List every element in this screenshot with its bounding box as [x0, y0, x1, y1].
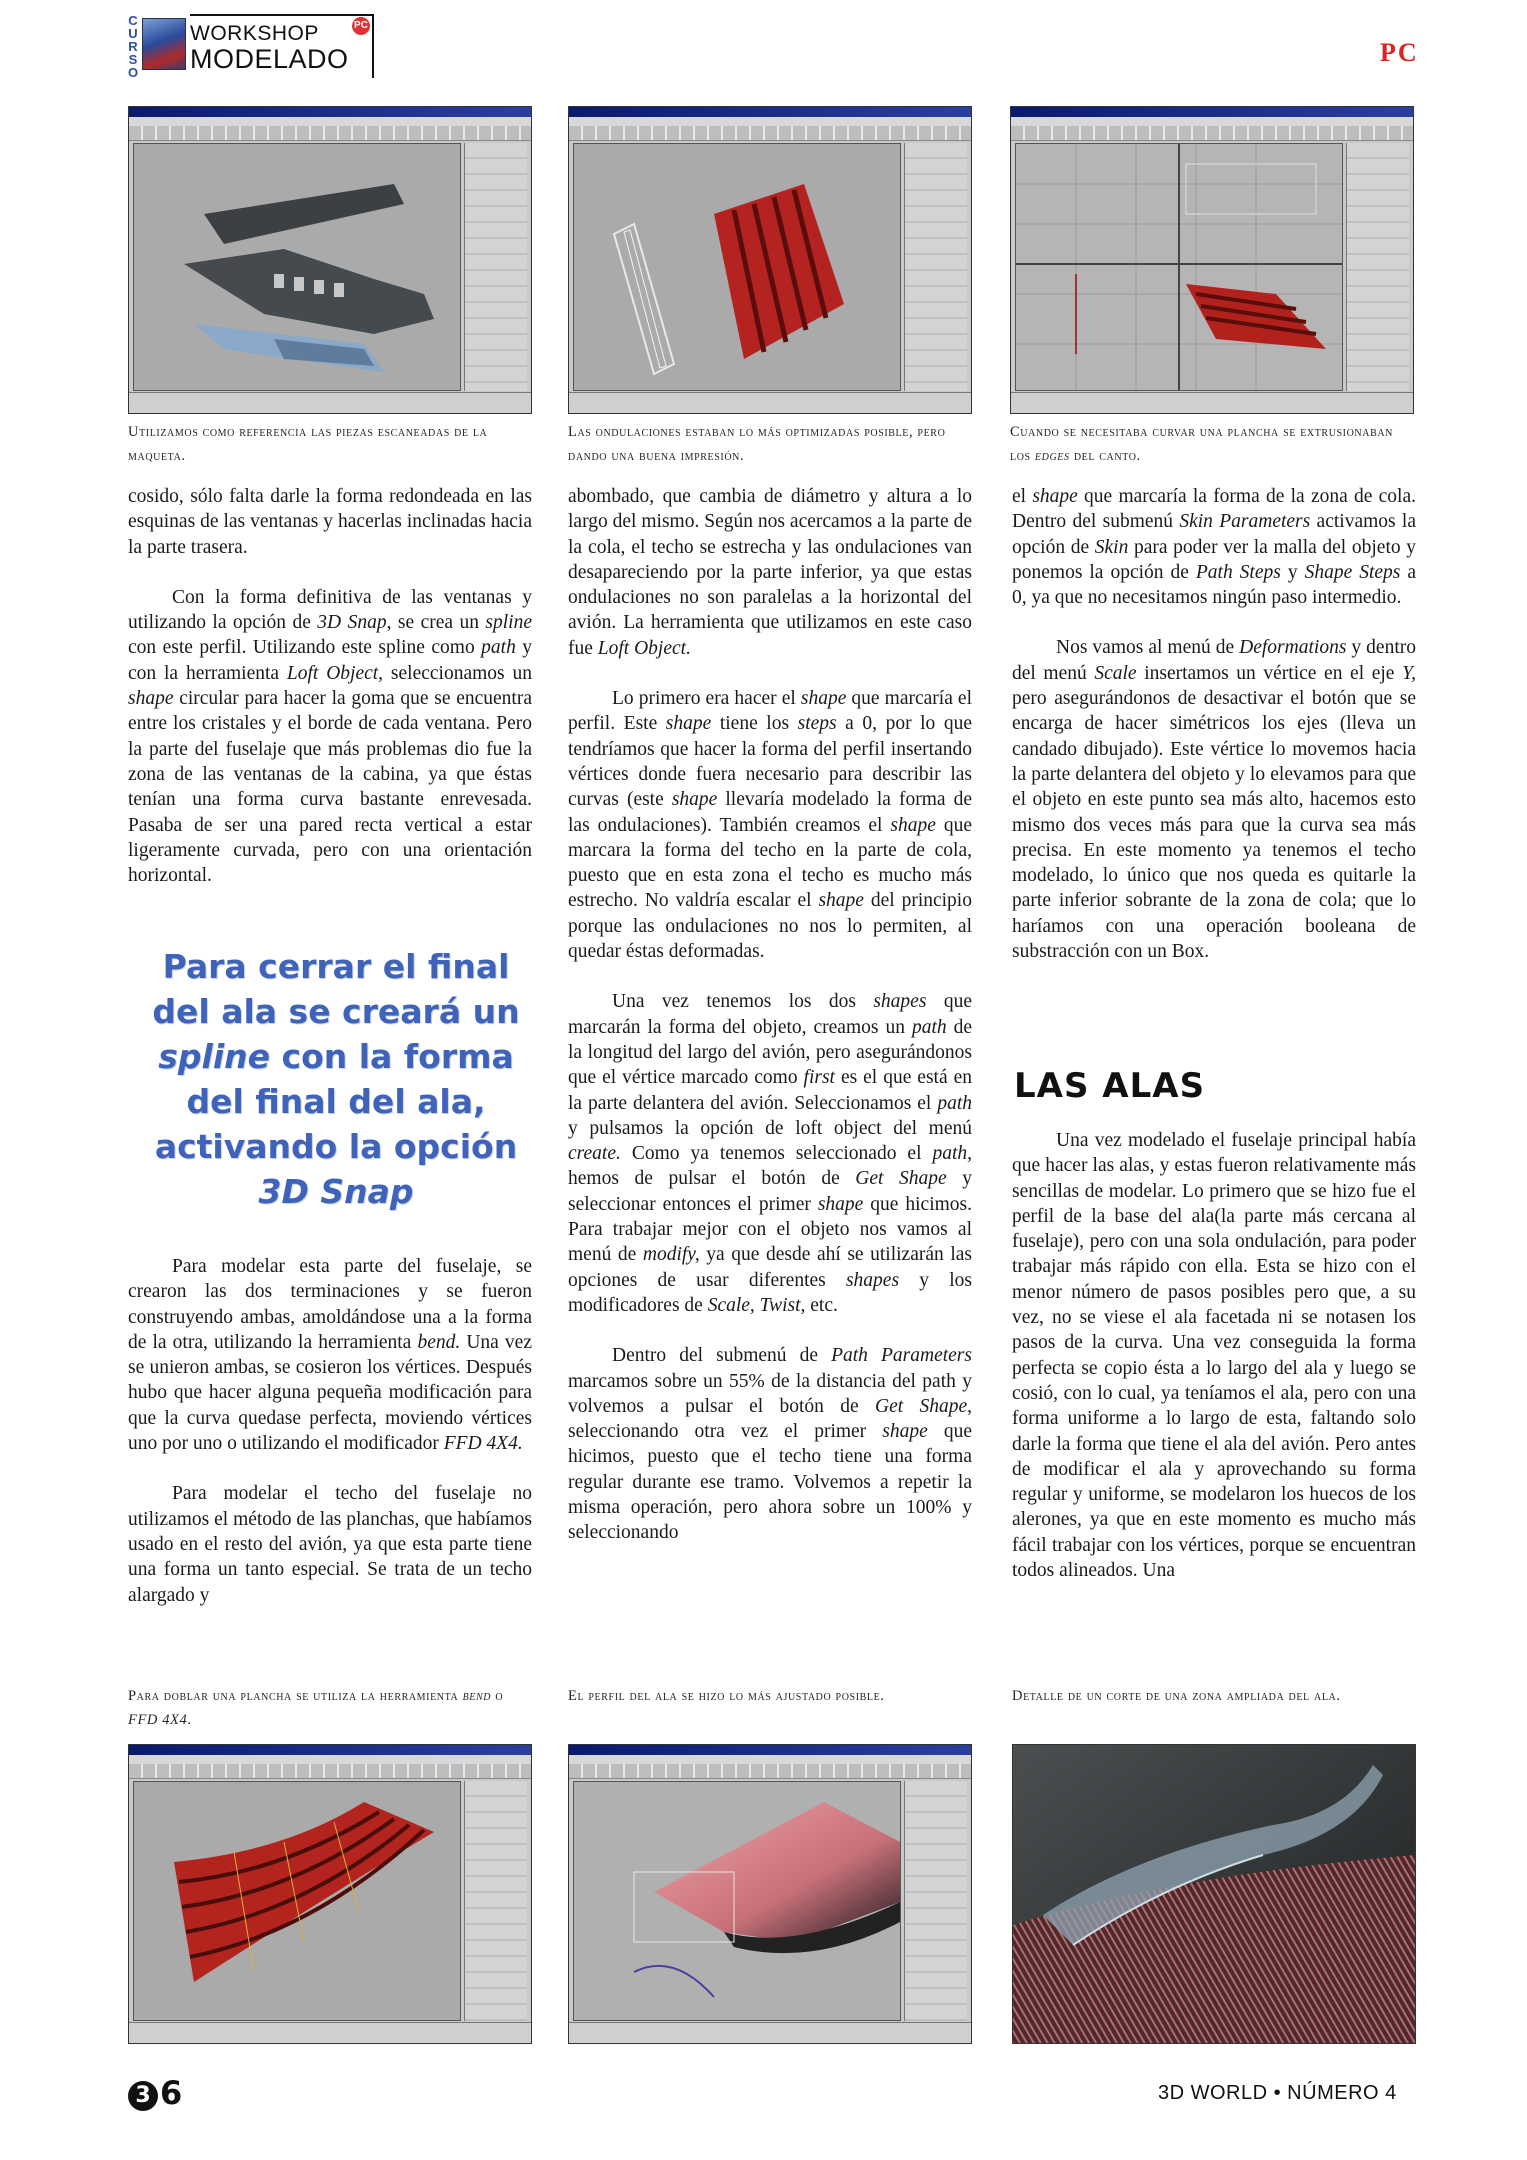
- paragraph: Para modelar el techo del fuselaje no utilizamos el método de las planchas, que habíamos usado en el resto del avión, ya que esta parte tiene una forma un tanto especial. Se trata de un techo alargado y: [128, 1483, 532, 1606]
- paragraph: Nos vamos al menú de Deformations y dentro del menú Scale insertamos un vértice en el eje Y, pero asegurándonos de desactivar el botón que se encarga de hacer simétricos los ejes (lleva un candado dibujado). Este vértice lo movemos hacia la parte delantera del objeto y lo elevamos para que el objeto en este punto sea más alto, hacemos esto mismo dos veces más para que la curva sea más precisa. En este momento ya tenemos el techo modelado, lo único que nos queda es quitarle la parte inferior sobrante de la zona de cola; que lo haríamos con una operación booleana de substracción con un Box.: [1012, 637, 1416, 963]
- paragraph: cosido, sólo falta darle la forma redondeada en las esquinas de las ventanas y hacerlas inclinadas hacia la parte trasera.: [128, 486, 532, 558]
- caption-bottom-3: Detalle de un corte de una zona ampliada del ala.: [1012, 1688, 1341, 1704]
- paragraph: Lo primero era hacer el shape que marcaría el perfil. Este shape tiene los steps a 0, por lo que tendríamos que hacer la forma del perfil insertando vértices donde fuera necesario para describir las curvas (este shape llevaría modelado la forma de las ondulaciones). También creamos el shape que marcara la forma del techo en la parte de cola, puesto que en esta zona el techo es mucho más estrecho. No valdría escalar el shape del principio porque las ondulaciones no nos lo permiten, al quedar éstas deformadas.: [568, 688, 973, 963]
- figure-screenshot-fuselage: [128, 106, 532, 414]
- curso-letter: R: [128, 39, 138, 54]
- column-1: [128, 484, 532, 913]
- curso-label: [126, 14, 140, 79]
- workshop-title: WORKSHOP: [190, 22, 319, 45]
- column-2: [568, 484, 972, 1571]
- curso-letter: O: [127, 65, 139, 80]
- curso-letter: C: [128, 13, 138, 28]
- magazine-issue: 3D WORLD • NÚMERO 4: [1158, 2082, 1397, 2104]
- paragraph: Una vez modelado el fuselaje principal había que hacer las alas, y estas fueron relativamente más sencillas de modelar. Lo primero que se hizo fue el perfil de la base del ala(la parte más cercana al fuselaje), pero con una sola ondulación, para poder trabajar más rápido con ella. Esta se hizo con el menor número de pasos posibles pero que, a su vez, no se viese el ala facetada ni se notasen los pasos de la curva. Una vez conseguida la forma perfecta se copio ésta a lo largo del ala y luego se cosió, con lo cual, ya teníamos el ala, pero con una forma uniforme a lo largo de esta, faltando solo darle la forma que tiene el ala del avión. Pero antes de modificar el ala y aprovechando su forma regular y uniforme, se modelaron los huecos de los alerones, ya que en este momento es mucho más fácil trabajar con los vértices, porque se encuentran todos alineados. Una: [1012, 1130, 1416, 1582]
- modelado-title: MODELADO: [190, 44, 349, 74]
- figure-screenshot-wing-profile: [568, 1744, 972, 2044]
- extrusion-render: [1016, 144, 1342, 390]
- page-number: [128, 2074, 182, 2112]
- bend-render: [134, 1782, 460, 2020]
- logo-image: [142, 18, 186, 70]
- figure-render-wing-detail: [1012, 1744, 1416, 2044]
- pc-badge: PC: [352, 17, 370, 35]
- paragraph: el shape que marcaría la forma de la zona de cola. Dentro del submenú Skin Parameters activamos la opción de Skin para poder ver la malla del objeto y ponemos la opción de Path Steps y Shape Steps a 0, ya que no necesitamos ningún paso intermedio.: [1012, 486, 1416, 609]
- caption-text: Cuando se necesitaba curvar una plancha se extrusionaban los: [1010, 424, 1393, 464]
- paragraph: Una vez tenemos los dos shapes que marcarán la forma del objeto, creamos un path de la longitud del largo del avión, pero asegurándonos que el vértice marcado como first es el que está en la parte delantera del avión. Seleccionamos el path y pulsamos la opción de loft object del menú create. Como ya tenemos seleccionado el path, hemos de pulsar el botón de Get Shape y seleccionar entonces el primer shape que hicimos. Para trabajar mejor con el objeto nos vamos al menú de modify, ya que desde ahí se utilizarán las opciones de usar diferentes shapes y los modificadores de Scale, Twist, etc.: [568, 991, 973, 1316]
- paragraph: Con la forma definitiva de las ventanas y utilizando la opción de 3D Snap, se crea un spline con este perfil. Utilizando este spline como path y con la herramienta Loft Object, seleccionamos un shape circular para hacer la goma que se encuentra entre los cristales y el borde de cada ventana. Pero la parte del fuselaje que más problemas dio fue la zona de las ventanas de la cabina, ya que éstas tenían una forma curva bastante enrevesada. Pasaba de ser una pared recta vertical a estar ligeramente curvada, pero con una orientación horizontal.: [128, 586, 533, 887]
- paragraph: Para modelar esta parte del fuselaje, se crearon las dos terminaciones y se fueron construyendo ambas, amoldándose una a la forma de la otra, utilizando la herramienta bend. Una vez se unieron ambas, se cosieron los vértices. Después hubo que hacer alguna pequeña modificación para que la curva quedase perfecta, moviendo vértices uno por uno o utilizando el modificador FFD 4X4.: [128, 1256, 532, 1455]
- caption-text: del canto.: [1069, 448, 1141, 464]
- section-label: PC: [1380, 38, 1419, 67]
- caption-bottom-1: Para doblar una plancha se utiliza la herramienta bend o FFD 4X4.: [128, 1688, 504, 1728]
- caption-top-2: Las ondulaciones estaban lo más optimizadas posible, pero dando una buena impresión.: [568, 424, 946, 464]
- column-3-lower: [1012, 1128, 1416, 1608]
- paragraph: Dentro del submenú de Path Parameters marcamos sobre un 55% de la distancia del path y volvemos a pulsar el botón de Get Shape, seleccionando otra vez el primer shape que hicimos, puesto que el techo tiene una forma regular durante ese tramo. Volvemos a repetir la misma operación, pero ahora sobre un 100% y seleccionando: [568, 1345, 972, 1544]
- wing-profile-render: [574, 1782, 900, 2020]
- caption-top-1: Utilizamos como referencia las piezas escaneadas de la maqueta.: [128, 424, 488, 464]
- curso-letter: S: [128, 52, 138, 67]
- column-1-lower: [128, 1254, 532, 1633]
- section-logo: [120, 13, 380, 80]
- section-heading: LAS ALAS: [1014, 1066, 1206, 1106]
- caption-top-3: [1010, 420, 1416, 468]
- page-number-digit: 6: [160, 2074, 183, 2112]
- caption-bottom-2: El perfil del ala se hizo lo más ajustado posible.: [568, 1688, 885, 1704]
- fuselage-render: [134, 144, 460, 390]
- wing-detail-render: [1013, 1745, 1415, 2043]
- paragraph: abombado, que cambia de diámetro y altura a lo largo del mismo. Según nos acercamos a la parte de la cola, el techo se estrecha y las ondulaciones van desapareciendo por la parte inferior, ya que estas ondulaciones no son paralelas a la horizontal del avión. La herramienta que utilizamos en este caso fue Loft Object.: [568, 486, 972, 659]
- caption-emphasis: edges: [1034, 448, 1070, 464]
- figure-screenshot-extrusion: [1010, 106, 1414, 414]
- column-3: [1012, 484, 1416, 989]
- page-number-circle: 3: [128, 2081, 158, 2111]
- figure-screenshot-bend: [128, 1744, 532, 2044]
- figure-screenshot-undulations: [568, 106, 972, 414]
- curso-letter: U: [128, 26, 138, 41]
- pull-quote: Para cerrar el final del ala se creará un spline con la forma del final del ala, activando la opción 3D Snap: [152, 947, 520, 1211]
- undulations-render: [574, 144, 900, 390]
